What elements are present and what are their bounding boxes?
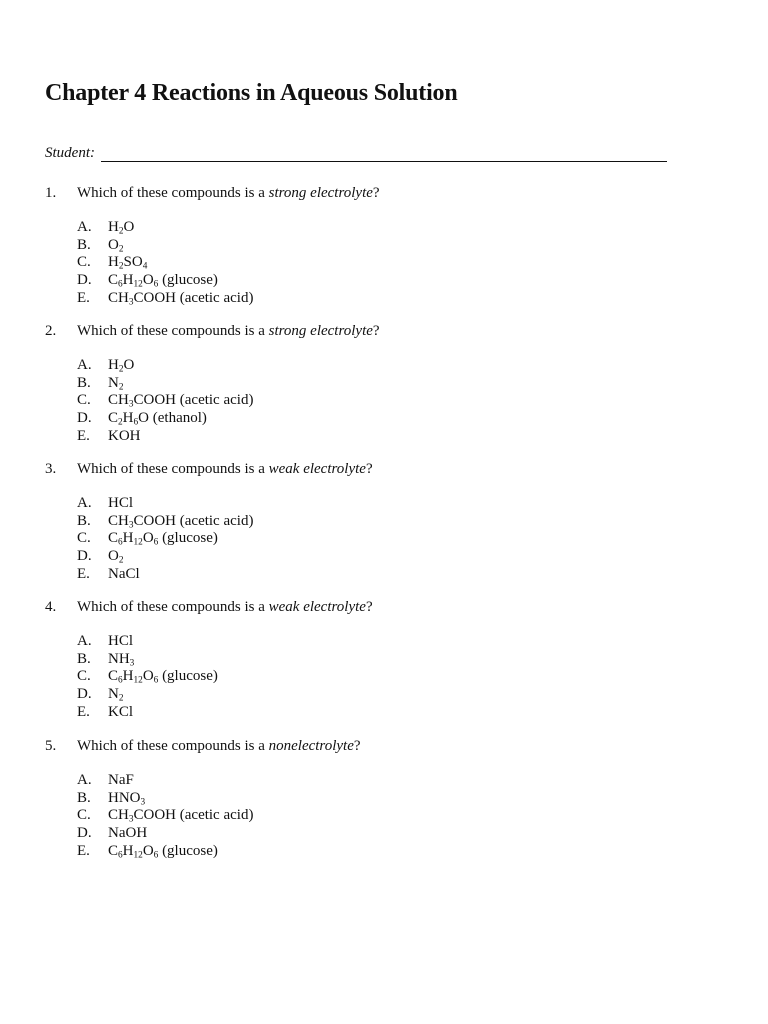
answer-text: HCl — [108, 633, 134, 649]
answer-text: HCl — [108, 495, 134, 511]
answer-choice[interactable] — [77, 772, 361, 790]
answer-letter: B. — [77, 789, 91, 806]
answer-choice[interactable] — [77, 825, 361, 843]
answer-choice[interactable] — [77, 219, 380, 237]
answer-choice[interactable] — [77, 548, 373, 566]
answer-letter: E. — [77, 565, 90, 582]
student-name-line — [45, 145, 667, 162]
answer-letter: D. — [77, 686, 92, 703]
answer-text: $C_6H_{12}O_6$ (glucose) — [108, 668, 218, 686]
student-name-blank[interactable] — [101, 145, 667, 162]
question-stem: Which of these compounds is a weak electrolyte? — [77, 461, 373, 477]
answer-text: KOH — [108, 427, 141, 444]
question-number: 3. — [45, 461, 57, 477]
answer-letter: A. — [77, 633, 92, 649]
answer-choice[interactable] — [77, 807, 361, 825]
answer-text: $NH_3$ — [108, 650, 135, 668]
answer-choice[interactable] — [77, 843, 361, 861]
question-1 — [45, 184, 380, 307]
answer-choice[interactable] — [77, 428, 380, 446]
answer-choice[interactable] — [77, 290, 380, 308]
answer-list — [45, 772, 361, 860]
answer-list — [45, 495, 373, 583]
answer-letter: B. — [77, 512, 91, 529]
answer-text: NaF — [108, 772, 134, 788]
student-label: Student: — [45, 145, 95, 161]
answer-letter: A. — [77, 772, 92, 788]
question-heading — [45, 184, 380, 202]
answer-letter: A. — [77, 495, 92, 511]
answer-text: $CH_3COOH$ (acetic acid) — [108, 512, 254, 530]
answer-choice[interactable] — [77, 513, 373, 531]
question-heading — [45, 460, 373, 478]
answer-choice[interactable] — [77, 392, 380, 410]
answer-list — [45, 633, 373, 721]
answer-text: $C_2H_6O$ (ethanol) — [108, 410, 207, 428]
question-number: 2. — [45, 323, 57, 339]
question-number: 5. — [45, 738, 57, 754]
answer-letter: A. — [77, 219, 92, 235]
question-3 — [45, 460, 373, 583]
answer-letter: B. — [77, 650, 91, 667]
answer-text: NaCl — [108, 565, 140, 582]
answer-choice[interactable] — [77, 790, 361, 808]
answer-text: $C_6H_{12}O_6$ (glucose) — [108, 842, 218, 861]
answer-choice[interactable] — [77, 633, 373, 651]
answer-text: $H_2SO_4$ — [108, 254, 148, 272]
answer-choice[interactable] — [77, 495, 373, 513]
question-2 — [45, 322, 380, 445]
answer-text: $C_6H_{12}O_6$ (glucose) — [108, 530, 218, 548]
answer-text: KCl — [108, 703, 134, 720]
answer-choice[interactable] — [77, 357, 380, 375]
page-title: Chapter 4 Reactions in Aqueous Solution — [45, 80, 458, 106]
answer-choice[interactable] — [77, 566, 373, 584]
answer-text: $C_6H_{12}O_6$ (glucose) — [108, 272, 218, 290]
answer-letter: C. — [77, 530, 91, 547]
answer-choice[interactable] — [77, 668, 373, 686]
answer-choice[interactable] — [77, 272, 380, 290]
answer-text: $N_2$ — [108, 374, 124, 392]
answer-text: NaOH — [108, 825, 148, 842]
answer-letter: D. — [77, 548, 92, 565]
answer-choice[interactable] — [77, 530, 373, 548]
answer-list — [45, 357, 380, 445]
answer-letter: D. — [77, 272, 92, 289]
answer-letter: C. — [77, 392, 91, 409]
answer-text: $CH_3COOH$ (acetic acid) — [108, 289, 254, 308]
question-stem: Which of these compounds is a strong electrolyte? — [77, 323, 380, 339]
answer-letter: A. — [77, 357, 92, 373]
question-stem: Which of these compounds is a strong electrolyte? — [77, 185, 380, 201]
answer-letter: E. — [77, 427, 90, 444]
question-heading — [45, 322, 380, 340]
answer-text: $O_2$ — [108, 236, 124, 254]
answer-choice[interactable] — [77, 410, 380, 428]
answer-choice[interactable] — [77, 704, 373, 722]
question-number: 1. — [45, 185, 57, 201]
answer-text: $O_2$ — [108, 548, 124, 566]
answer-text: $CH_3COOH$ (acetic acid) — [108, 807, 254, 825]
answer-letter: E. — [77, 842, 90, 859]
answer-letter: C. — [77, 254, 91, 271]
question-number: 4. — [45, 599, 57, 615]
answer-choice[interactable] — [77, 375, 380, 393]
answer-letter: C. — [77, 807, 91, 824]
answer-letter: E. — [77, 703, 90, 720]
question-stem: Which of these compounds is a weak electrolyte? — [77, 599, 373, 615]
answer-text: $N_2$ — [108, 686, 124, 704]
answer-text: $CH_3COOH$ (acetic acid) — [108, 392, 254, 410]
answer-letter: E. — [77, 289, 90, 306]
answer-letter: D. — [77, 410, 92, 427]
question-heading — [45, 598, 373, 616]
answer-choice[interactable] — [77, 651, 373, 669]
answer-text: $HNO_3$ — [108, 789, 146, 807]
answer-text: $H_2O$ — [108, 357, 135, 375]
answer-letter: D. — [77, 825, 92, 842]
question-heading — [45, 737, 361, 755]
answer-choice[interactable] — [77, 686, 373, 704]
answer-letter: B. — [77, 374, 91, 391]
answer-choice[interactable] — [77, 237, 380, 255]
answer-text: $H_2O$ — [108, 219, 135, 237]
question-5 — [45, 737, 361, 860]
question-4 — [45, 598, 373, 721]
answer-choice[interactable] — [77, 254, 380, 272]
question-stem: Which of these compounds is a nonelectrolyte? — [77, 738, 361, 754]
answer-letter: C. — [77, 668, 91, 685]
answer-list — [45, 219, 380, 307]
answer-letter: B. — [77, 236, 91, 253]
